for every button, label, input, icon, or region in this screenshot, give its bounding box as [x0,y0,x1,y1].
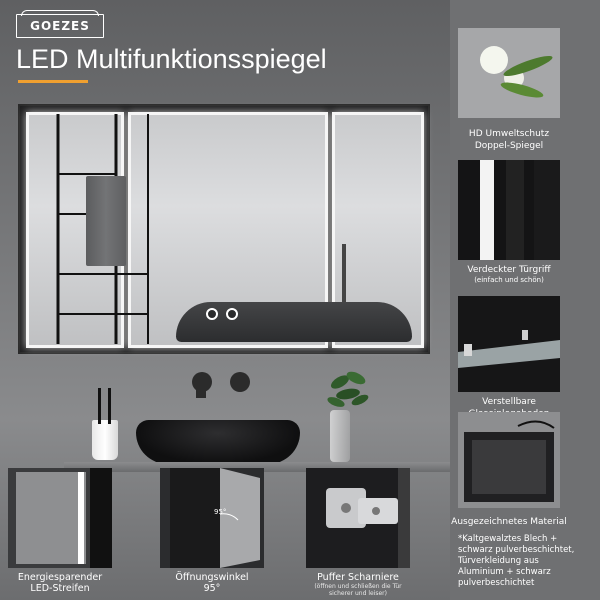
touch-switch-icon[interactable] [206,308,218,320]
plant-icon [318,362,378,422]
hidden-handle-thumbnail [458,160,560,260]
title-accent-bar [18,80,88,83]
led-strip-thumbnail [8,468,112,568]
caption-angle-line2: 95° [203,583,221,594]
caption-led-line1: Energiesparender [17,572,103,583]
side-caption-handle-line1: Verdeckter Türgriff [467,265,551,275]
caption-hinge-note2: sicherer und leiser) [329,590,387,597]
touch-dimmer-icon[interactable] [226,308,238,320]
side-caption-hd-line2: Doppel-Spiegel [474,141,544,151]
material-note-line2: schwarz pulverbeschichtet, [458,545,575,555]
side-caption-handle-line2: (einfach und schön) [474,276,544,284]
faucet-handle-icon [230,372,250,392]
caption-led-line2: LED-Streifen [30,583,90,594]
page-title: LED Multifunktionsspiegel [16,44,327,74]
washbasin [136,420,300,464]
faucet-spout [196,384,206,398]
toothbrush-cup [92,420,118,460]
toothbrush-icon [98,388,101,424]
opening-angle-thumbnail [160,468,264,568]
tub-faucet-reflection [342,244,346,302]
brand-logo: GOEZES [16,14,104,38]
material-description [458,534,598,589]
material-note-line4: Aluminium + schwarz [458,567,551,577]
opening-angle-badge: 95° [214,508,227,516]
hinge-thumbnail [306,468,410,568]
toothbrush-icon [108,388,111,424]
touch-controls [206,308,238,320]
material-note-line5: pulverbeschichtet [458,578,535,588]
glass-shelf-thumbnail [458,296,560,392]
side-caption-material: Ausgezeichnetes Material [451,517,567,527]
material-note-line1: *Kaltgewalztes Blech + [458,534,558,544]
side-caption-hd-line1: HD Umweltschutz [468,129,550,139]
towel-reflection [86,176,126,266]
caption-hinge-note1: (öffnen und schließen die Tür [314,583,402,590]
caption-hinge-line1: Puffer Scharniere [317,572,399,583]
mirror-cabinet [18,104,430,354]
side-caption-shelf: Verstellbare [482,397,536,407]
flower-mirror-thumbnail [458,28,560,118]
material-note-line3: Türverkleidung aus [458,556,539,566]
material-thumbnail [458,412,560,508]
caption-angle-line1: Öffnungswinkel [175,572,249,583]
